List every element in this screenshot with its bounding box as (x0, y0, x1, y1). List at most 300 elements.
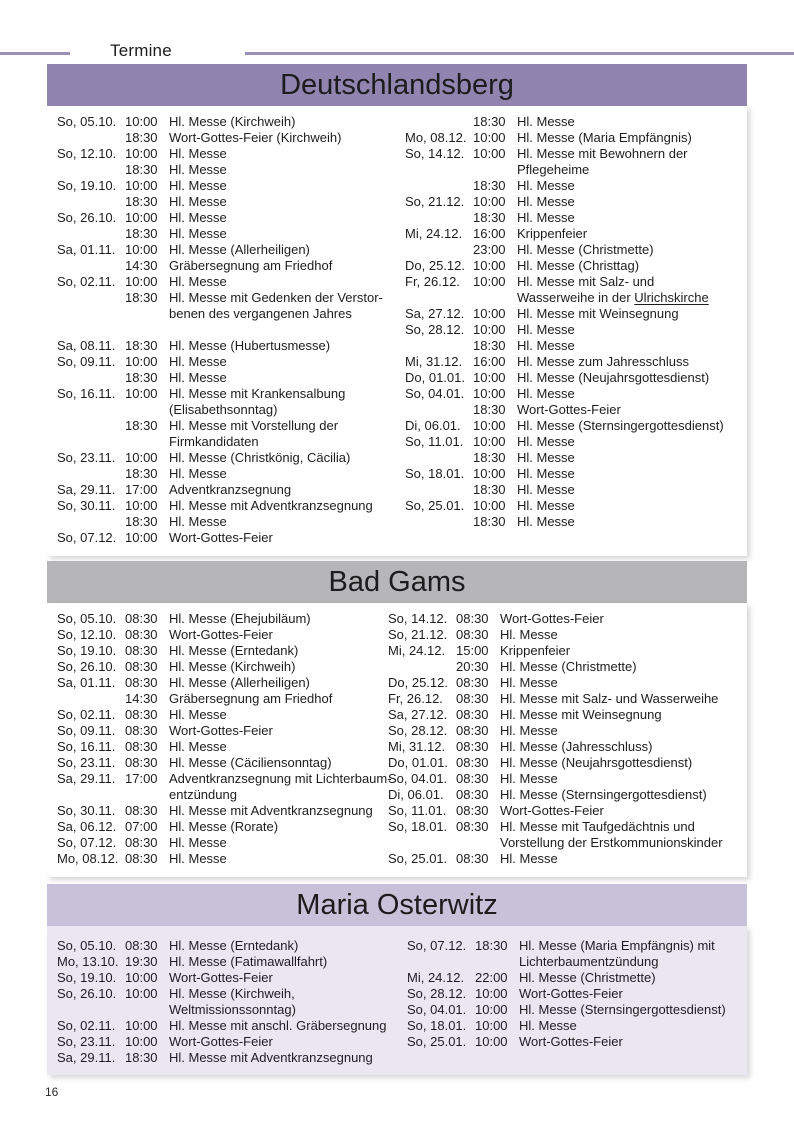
event-description (517, 338, 575, 354)
description-line: Hl. Messe (Rorate) (169, 819, 279, 834)
schedule-row (57, 146, 397, 162)
event-description (500, 627, 558, 643)
schedule-row (57, 242, 397, 258)
event-description (169, 162, 227, 178)
schedule-row (57, 162, 397, 178)
schedule-column (47, 938, 397, 1066)
event-date: Sa, 08.11. (57, 338, 116, 353)
event-time: 08:30 (125, 835, 158, 850)
event-time: 18:30 (125, 338, 158, 353)
event-time: 08:30 (456, 803, 489, 818)
event-time: 18:30 (473, 338, 506, 353)
schedule-row (57, 1050, 397, 1066)
event-date: Sa, 29.11. (57, 771, 116, 786)
event-description (169, 338, 330, 354)
description-line: Hl. Messe (Christtag) (517, 258, 640, 273)
event-description (517, 450, 575, 466)
event-time: 18:30 (473, 402, 506, 417)
schedule-row (405, 178, 724, 194)
schedule-row (57, 386, 397, 418)
event-date: So, 28.12. (388, 723, 448, 738)
event-time: 08:30 (456, 851, 489, 866)
schedule-row (388, 739, 723, 755)
event-time: 10:00 (473, 306, 506, 321)
event-description (517, 130, 692, 146)
event-time: 18:30 (125, 466, 158, 481)
schedule-row (57, 611, 380, 627)
event-description (517, 146, 688, 178)
event-date: Sa, 01.11. (57, 242, 116, 257)
description-line: Adventkranzsegnung (169, 482, 292, 497)
description-line: Hl. Messe (517, 498, 575, 513)
event-description (169, 627, 273, 643)
event-description (169, 210, 227, 226)
event-date: So, 25.01. (405, 498, 465, 513)
event-date: So, 05.10. (57, 938, 117, 953)
schedule-row (57, 226, 397, 242)
event-description (169, 659, 295, 675)
event-description (517, 322, 575, 338)
schedule-row (407, 1034, 726, 1050)
event-description (169, 130, 341, 146)
schedule-row (388, 723, 723, 739)
event-time: 10:00 (473, 194, 506, 209)
schedule-row (388, 851, 723, 867)
event-description (169, 1018, 386, 1034)
event-date: So, 18.01. (407, 1018, 467, 1033)
description-line: Hl. Messe mit Adventkranzsegnung (169, 498, 373, 513)
event-time: 18:30 (473, 482, 506, 497)
schedule-row (57, 530, 397, 546)
event-description (500, 771, 558, 787)
description-line: Krippenfeier (517, 226, 588, 241)
description-line: Hl. Messe (169, 514, 227, 529)
schedule-row (405, 130, 724, 146)
description-line: Wort-Gottes-Feier (519, 986, 623, 1001)
description-line: Hl. Messe (517, 466, 575, 481)
event-date: So, 04.01. (405, 386, 465, 401)
event-description (517, 258, 639, 274)
schedule-row (388, 659, 723, 675)
event-description (169, 803, 373, 819)
event-date: Sa, 06.12. (57, 819, 117, 834)
event-description (500, 723, 558, 739)
description-line: Hl. Messe (517, 114, 575, 129)
event-description (169, 146, 227, 162)
event-time: 08:30 (456, 739, 489, 754)
schedule-row (407, 970, 726, 986)
description-line: Lichterbaumentzündung (519, 954, 659, 969)
schedule-row (57, 739, 380, 755)
description-line: Firmkandidaten (169, 434, 259, 449)
description-line: Wort-Gottes-Feier (500, 611, 604, 626)
description-line: Hl. Messe (169, 178, 227, 193)
description-line: Hl. Messe mit Weinsegnung (517, 306, 679, 321)
section-title: Bad Gams (328, 566, 466, 598)
description-line: Hl. Messe (517, 386, 575, 401)
event-time: 10:00 (125, 450, 158, 465)
event-description (517, 306, 679, 322)
event-time: 18:30 (125, 370, 158, 385)
schedule-row (405, 482, 724, 498)
event-description (169, 675, 310, 691)
schedule-row (57, 643, 380, 659)
event-date: So, 14.12. (388, 611, 448, 626)
event-time: 10:00 (125, 210, 158, 225)
description-line: Hl. Messe mit Krankensalbung (169, 386, 346, 401)
description-line: Hl. Messe (Neujahrsgottesdienst) (517, 370, 710, 385)
schedule-row (57, 970, 397, 986)
schedule-row (405, 114, 724, 130)
event-time: 10:00 (125, 386, 158, 401)
description-line: Hl. Messe (169, 162, 227, 177)
event-description (519, 986, 623, 1002)
event-time: 08:30 (125, 675, 158, 690)
event-description (517, 114, 575, 130)
schedule-row (57, 1018, 397, 1034)
schedule-row (405, 338, 724, 354)
schedule-row (405, 466, 724, 482)
schedule-row (405, 450, 724, 466)
event-description (500, 707, 662, 723)
event-time: 08:30 (456, 787, 489, 802)
schedule-column (397, 938, 726, 1050)
description-line: Hl. Messe (Sternsingergottesdienst) (500, 787, 707, 802)
event-time: 18:30 (475, 938, 508, 953)
event-time: 10:00 (475, 1018, 508, 1033)
schedule-row (388, 627, 723, 643)
description-line: Hl. Messe (169, 739, 227, 754)
schedule-row (57, 954, 397, 970)
schedule-row (57, 819, 380, 835)
event-description (169, 986, 296, 1018)
event-date: So, 02.11. (57, 707, 116, 722)
event-time: 10:00 (125, 274, 158, 289)
event-date: So, 05.10. (57, 114, 117, 129)
section-body (47, 603, 747, 877)
description-line: Hl. Messe mit Taufgedächtnis und (500, 819, 695, 834)
event-time: 08:30 (456, 771, 489, 786)
event-time: 18:30 (473, 514, 506, 529)
event-time: 08:30 (125, 723, 158, 738)
description-line: Hl. Messe (169, 226, 227, 241)
description-line: Gräbersegnung am Friedhof (169, 691, 333, 706)
section-title: Deutschlandsberg (280, 69, 514, 101)
schedule-row (57, 194, 397, 210)
event-time: 10:00 (473, 418, 506, 433)
event-time: 08:30 (125, 659, 158, 674)
event-description (169, 723, 273, 739)
event-time: 08:30 (456, 819, 489, 834)
event-description (169, 1034, 273, 1050)
event-time: 10:00 (125, 242, 158, 257)
description-line: Hl. Messe mit anschl. Gräbersegnung (169, 1018, 387, 1033)
schedule-row (388, 803, 723, 819)
description-line: Hl. Messe mit Salz- und Wasserweihe (500, 691, 719, 706)
schedule-row (57, 1034, 397, 1050)
event-date: So, 11.01. (388, 803, 447, 818)
header-rule-right (245, 52, 794, 55)
event-description (169, 178, 227, 194)
description-line: (Elisabethsonntag) (169, 402, 278, 417)
event-description (169, 482, 291, 498)
page-number: 16 (45, 1085, 59, 1099)
event-description (519, 1018, 577, 1034)
description-line: Hl. Messe (500, 851, 558, 866)
event-description (169, 418, 338, 450)
description-line: Hl. Messe (Kirchweih) (169, 659, 296, 674)
schedule-row (405, 514, 724, 530)
event-date: Sa, 01.11. (57, 675, 116, 690)
schedule-row (405, 322, 724, 338)
event-time: 08:30 (125, 627, 158, 642)
schedule-column (47, 611, 392, 867)
event-time: 18:30 (125, 1050, 158, 1065)
event-time: 10:00 (125, 530, 158, 545)
schedule-column (397, 114, 724, 530)
event-description (500, 787, 707, 803)
schedule-row (57, 691, 380, 707)
section-title: Maria Osterwitz (296, 889, 498, 921)
schedule-row (57, 482, 397, 498)
event-time: 10:00 (475, 986, 508, 1001)
schedule-row (388, 787, 723, 803)
description-line: Hl. Messe (517, 514, 575, 529)
schedule-row (57, 466, 397, 482)
description-line: Hl. Messe mit Bewohnern der (517, 146, 688, 161)
description-line: Hl. Messe (517, 194, 575, 209)
event-time: 22:00 (475, 970, 508, 985)
event-description (500, 739, 652, 755)
event-date: So, 19.10. (57, 178, 117, 193)
event-date: So, 19.10. (57, 643, 117, 658)
schedule-row (57, 354, 397, 370)
description-line: Hl. Messe (Fatimawallfahrt) (169, 954, 328, 969)
description-line: Wort-Gottes-Feier (517, 402, 621, 417)
event-description (519, 1034, 623, 1050)
event-date: So, 18.01. (405, 466, 465, 481)
description-line: Hl. Messe (Maria Empfängnis) mit (519, 938, 715, 953)
event-date: Di, 06.01. (405, 418, 461, 433)
event-description (169, 938, 298, 954)
event-description (169, 242, 310, 258)
description-line: Hl. Messe (Sternsingergottesdienst) (519, 1002, 726, 1017)
schedule-column (380, 611, 723, 867)
event-description (169, 835, 227, 851)
event-description (169, 114, 295, 130)
description-line: Hl. Messe (517, 434, 575, 449)
event-description (519, 938, 715, 970)
event-date: Do, 01.01. (405, 370, 465, 385)
event-time: 08:30 (125, 643, 158, 658)
schedule-row (388, 819, 723, 851)
event-description (500, 643, 570, 659)
description-line: Hl. Messe (Christmette) (519, 970, 656, 985)
event-date: So, 16.11. (57, 386, 116, 401)
event-time: 10:00 (473, 258, 506, 273)
event-time: 08:30 (125, 611, 158, 626)
section-body (47, 106, 747, 556)
event-date: So, 05.10. (57, 611, 117, 626)
event-time: 10:00 (125, 986, 158, 1001)
event-time: 10:00 (125, 114, 158, 129)
event-description (500, 803, 604, 819)
schedule-row (57, 986, 397, 1018)
event-date: Do, 25.12. (405, 258, 465, 273)
description-line: Hl. Messe (169, 466, 227, 481)
event-date: Sa, 27.12. (405, 306, 465, 321)
event-date: So, 12.10. (57, 146, 117, 161)
description-line: Hl. Messe (Kirchweih) (169, 114, 296, 129)
event-description (517, 354, 689, 370)
event-time: 08:30 (125, 938, 158, 953)
schedule-row (57, 771, 392, 803)
description-line: Hl. Messe (519, 1018, 577, 1033)
event-time: 08:30 (456, 675, 489, 690)
description-line: Weltmissionssonntag) (169, 1002, 296, 1017)
schedule-row (407, 1002, 726, 1018)
event-description (517, 226, 587, 242)
event-time: 10:00 (125, 146, 158, 161)
event-date: So, 23.11. (57, 755, 116, 770)
event-time: 18:30 (125, 418, 158, 433)
event-time: 08:30 (456, 691, 489, 706)
description-line: Hl. Messe (169, 707, 227, 722)
schedule-row (407, 938, 726, 970)
event-date: So, 14.12. (405, 146, 465, 161)
schedule-row (57, 803, 380, 819)
description-line: Hl. Messe (Allerheiligen) (169, 242, 310, 257)
event-date: Sa, 27.12. (388, 707, 448, 722)
schedule-row (407, 1018, 726, 1034)
event-description (517, 434, 575, 450)
schedule-row (57, 418, 397, 450)
event-description (169, 370, 227, 386)
schedule-row (57, 258, 397, 274)
event-description (169, 450, 350, 466)
schedule-row (57, 498, 397, 514)
schedule-row (57, 755, 380, 771)
description-line: Hl. Messe mit Adventkranzsegnung (169, 803, 373, 818)
event-description (169, 514, 227, 530)
schedule-row (57, 130, 397, 146)
schedule-row (57, 675, 380, 691)
section-bad-gams (47, 561, 747, 877)
event-date: Do, 25.12. (388, 675, 448, 690)
event-description (169, 466, 227, 482)
schedule-row (57, 835, 380, 851)
event-date: So, 23.11. (57, 1034, 116, 1049)
event-date: So, 25.01. (388, 851, 448, 866)
event-description (169, 707, 227, 723)
event-description (169, 498, 373, 514)
schedule-row (57, 514, 397, 530)
event-time: 18:30 (473, 178, 506, 193)
event-time: 08:30 (125, 707, 158, 722)
event-date: Sa, 29.11. (57, 1050, 116, 1065)
event-date: So, 21.12. (405, 194, 465, 209)
event-description (500, 691, 718, 707)
event-time: 08:30 (456, 755, 489, 770)
description-line: Hl. Messe (517, 450, 575, 465)
event-date: Sa, 29.11. (57, 482, 116, 497)
description-line: Hl. Messe (500, 627, 558, 642)
event-date: Fr, 26.12. (405, 274, 460, 289)
event-description (500, 611, 604, 627)
schedule-row (407, 986, 726, 1002)
event-description (500, 675, 558, 691)
description-line: Hl. Messe (Maria Empfängnis) (517, 130, 692, 145)
event-date: Mi, 24.12. (388, 643, 446, 658)
description-line: Hl. Messe mit Vorstellung der (169, 418, 339, 433)
event-description (517, 498, 575, 514)
event-time: 10:00 (475, 1034, 508, 1049)
schedule-row (388, 643, 723, 659)
description-line: Wort-Gottes-Feier (500, 803, 604, 818)
event-description (500, 851, 558, 867)
event-time: 23:00 (473, 242, 506, 257)
event-time: 10:00 (125, 354, 158, 369)
event-date: So, 26.10. (57, 986, 117, 1001)
event-time: 16:00 (473, 354, 506, 369)
description-line: Wort-Gottes-Feier (169, 723, 273, 738)
description-line: Hl. Messe (Hubertusmesse) (169, 338, 331, 353)
event-time: 10:00 (125, 1034, 158, 1049)
description-line: Wort-Gottes-Feier (169, 970, 273, 985)
event-time: 08:30 (456, 723, 489, 738)
event-description (169, 739, 227, 755)
section-header-banner (47, 64, 747, 106)
event-description (517, 482, 575, 498)
event-time: 10:00 (473, 498, 506, 513)
schedule-row (57, 659, 380, 675)
description-line: Hl. Messe (169, 194, 227, 209)
event-time: 14:30 (125, 258, 158, 273)
header-rule-left (0, 52, 70, 55)
description-line: Hl. Messe (500, 723, 558, 738)
event-description (517, 274, 709, 306)
event-date: So, 07.12. (57, 530, 117, 545)
event-description (517, 514, 575, 530)
schedule-row (405, 194, 724, 210)
description-line: entzündung (169, 787, 237, 802)
description-line: Hl. Messe (Christmette) (500, 659, 637, 674)
event-description (519, 1002, 726, 1018)
description-line: Hl. Messe mit Salz- und (517, 274, 655, 289)
schedule-row (405, 226, 724, 242)
schedule-row (388, 771, 723, 787)
event-time: 07:00 (125, 819, 158, 834)
description-line: Adventkranzsegnung mit Lichterbaum- (169, 771, 392, 786)
event-date: Di, 06.01. (388, 787, 444, 802)
event-time: 10:00 (473, 386, 506, 401)
event-date: So, 21.12. (388, 627, 448, 642)
event-time: 10:00 (125, 1018, 158, 1033)
description-line: Vorstellung der Erstkommunionskinder (500, 835, 723, 850)
event-date: So, 30.11. (57, 803, 116, 818)
event-date: Mo, 08.12. (57, 851, 119, 866)
event-date: So, 26.10. (57, 659, 117, 674)
event-time: 08:30 (125, 739, 158, 754)
underlined-text: Ulrichskirche (634, 290, 709, 305)
event-time: 10:00 (125, 970, 158, 985)
event-time: 16:00 (473, 226, 506, 241)
section-body (47, 926, 747, 1075)
event-description (169, 691, 332, 707)
event-description (169, 970, 273, 986)
description-line: Wort-Gottes-Feier (519, 1034, 623, 1049)
event-date: So, 28.12. (405, 322, 465, 337)
